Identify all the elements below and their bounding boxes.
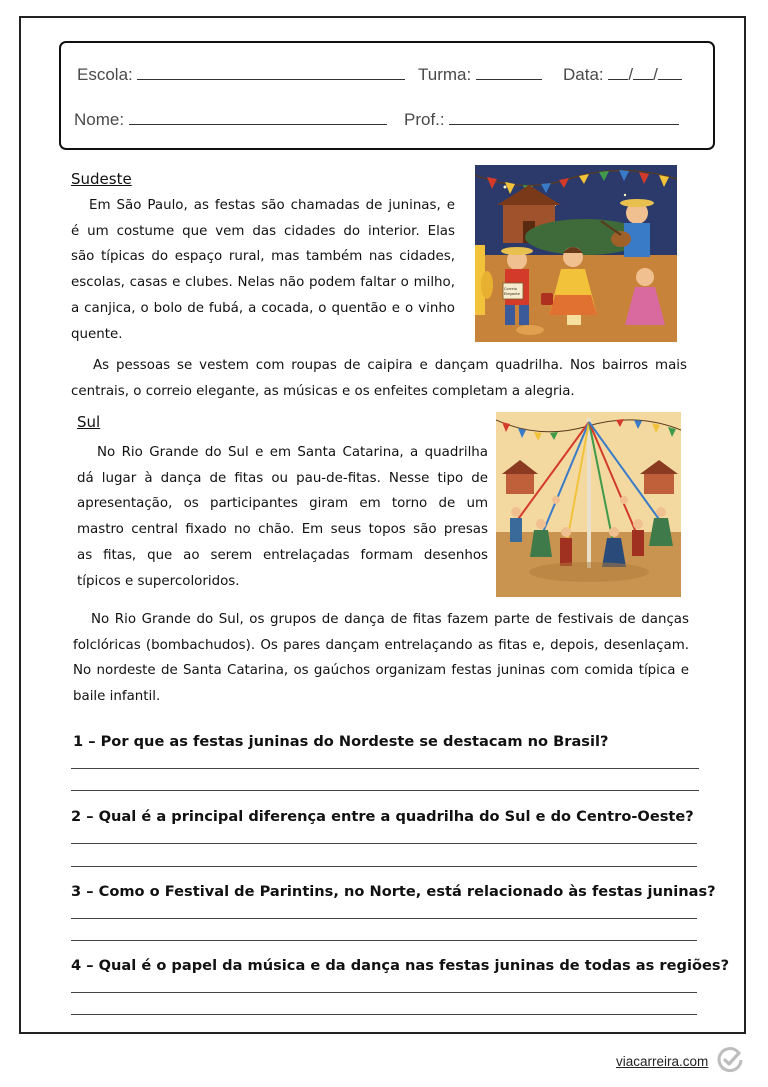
answer-line[interactable] (71, 918, 697, 919)
school-blank[interactable] (137, 65, 405, 80)
date-day-blank[interactable] (608, 65, 628, 80)
footer-site-link[interactable]: viacarreira.com (616, 1054, 709, 1069)
festa-junina-drawing (475, 165, 677, 342)
sudeste-paragraph-1 (71, 193, 455, 347)
illustration-festa-junina (475, 165, 677, 342)
class-blank[interactable] (476, 65, 542, 80)
question-4: 4 – Qual é o papel da música e da dança nas festas juninas de todas as regiões? (71, 957, 730, 974)
text-line: As pessoas se vestem com roupas de caipira e dançam quadrilha. Nos bairros mais (93, 358, 687, 373)
date-month-blank[interactable] (633, 65, 653, 80)
date-year-blank[interactable] (658, 65, 682, 80)
text-line: baile infantil. (73, 689, 161, 705)
school-field[interactable] (77, 65, 405, 85)
name-field[interactable] (74, 110, 387, 130)
answer-line[interactable] (71, 940, 697, 941)
answer-line[interactable] (71, 768, 699, 769)
teacher-label: Prof.: (404, 110, 445, 129)
teacher-field[interactable] (404, 110, 679, 130)
date-label: Data: (563, 65, 604, 84)
text-line: centrais, o correio elegante, as músicas e os enfeites completam a alegria. (71, 383, 575, 399)
sign-text-2: Elegante (504, 292, 520, 296)
check-circle-icon (716, 1046, 744, 1074)
answer-line[interactable] (71, 1014, 697, 1015)
sudeste-paragraph-2 (71, 353, 687, 404)
school-label: Escola: (77, 65, 133, 84)
sul-paragraph-1 (77, 440, 488, 594)
question-2: 2 – Qual é a principal diferença entre a quadrilha do Sul e do Centro-Oeste? (71, 808, 694, 825)
text-line: No nordeste de Santa Catarina, os gaúchos organizam festas juninas com comida típica e (73, 663, 689, 679)
text-line: mastro central fixado no chão. Em seus topos são presas (77, 522, 488, 538)
text-line: é um costume que vem das cidades do interior. Elas (71, 223, 455, 239)
name-blank[interactable] (129, 110, 387, 125)
answer-line[interactable] (71, 790, 699, 791)
section-title-sudeste: Sudeste (71, 170, 132, 188)
answer-line[interactable] (71, 843, 697, 844)
section-title-sul: Sul (77, 413, 101, 431)
text-line: folclóricas (bombachudos). Os pares dançam entrelaçando as fitas e, depois, desenlaçam. (73, 637, 689, 653)
pau-de-fitas-drawing (496, 412, 681, 597)
text-line: as fitas, que ao serem entrelaçadas formam desenhos (77, 547, 488, 563)
text-line: dá lugar à dança de fitas ou pau-de-fitas. Nesse tipo de (77, 470, 488, 486)
text-line: No Rio Grande do Sul e em Santa Catarina, a quadrilha (97, 445, 488, 460)
sign-text: Correio (504, 287, 517, 291)
question-1: 1 – Por que as festas juninas do Nordeste se destacam no Brasil? (73, 733, 609, 750)
teacher-blank[interactable] (449, 110, 679, 125)
text-line: escolas, casas e clubes. Nelas não podem faltar o milho, (71, 275, 455, 291)
date-field[interactable]: Data: / / (563, 65, 682, 85)
name-label: Nome: (74, 110, 125, 129)
text-line: quente. (71, 326, 123, 342)
question-3: 3 – Como o Festival de Parintins, no Norte, está relacionado às festas juninas? (71, 883, 716, 900)
text-line: No Rio Grande do Sul, os grupos de dança de fitas fazem parte de festivais de danças (91, 612, 689, 627)
text-line: Em São Paulo, as festas são chamadas de juninas, e (89, 198, 455, 213)
student-info-box (59, 41, 715, 150)
sul-paragraph-2 (73, 607, 689, 710)
text-line: são típicas do espaço rural, mas também nas cidades, (71, 249, 455, 265)
class-field[interactable] (418, 65, 542, 85)
text-line: a canjica, o bolo de fubá, a cocada, o quentão e o vinho (71, 300, 455, 316)
text-line: típicos e supercoloridos. (77, 573, 240, 589)
answer-line[interactable] (71, 992, 697, 993)
text-line: apresentação, os participantes giram em torno de um (77, 496, 488, 512)
illustration-pau-de-fitas (496, 412, 681, 597)
class-label: Turma: (418, 65, 472, 84)
answer-line[interactable] (71, 866, 697, 867)
